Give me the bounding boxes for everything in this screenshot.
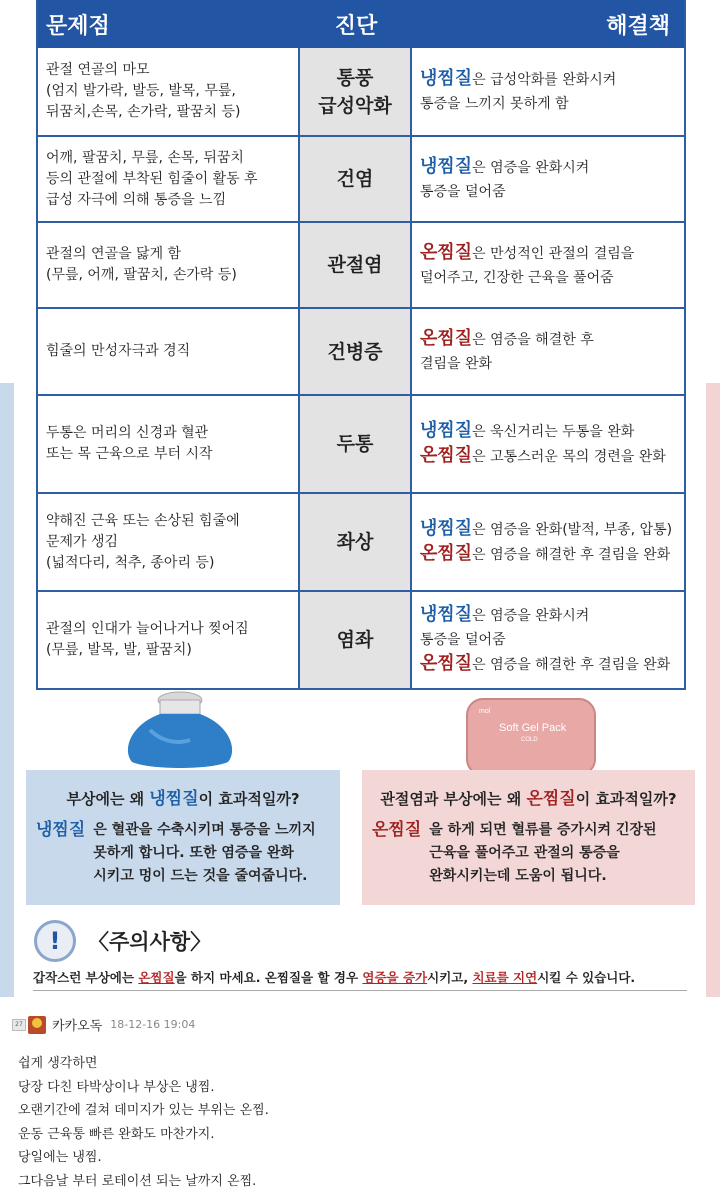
caution-segment: 시키고, <box>427 970 473 985</box>
diagnosis-table <box>36 0 686 690</box>
diagnosis-label: 좌상 <box>336 531 374 553</box>
solution-text: 은 염증을 해결한 후 결림을 완화 <box>472 547 671 563</box>
problem-line: 급성 자극에 의해 통증을 느낌 <box>46 191 227 208</box>
comment-body <box>18 1052 269 1193</box>
solution-line <box>420 444 676 469</box>
hot-title-pre: 관절염과 부상에는 왜 <box>380 790 527 808</box>
solution-text: 덜어주고, 긴장한 근육을 풀어줌 <box>420 269 614 286</box>
comment-line: 오랜기간에 걸쳐 데미지가 있는 부위는 온찜. <box>18 1103 269 1118</box>
problem-line: 등의 관절에 부착된 힘줄이 활동 후 <box>46 170 258 187</box>
comment-line: 쉽게 생각하면 <box>18 1056 98 1071</box>
hot-compress-keyword: 온찜질 <box>420 543 473 564</box>
problem-line: 관절의 연골을 닳게 함 <box>46 246 182 262</box>
cold-box-line: 시키고 멍이 드는 것을 줄여줍니다. <box>93 868 308 884</box>
problem-line: 관절 연골의 마모 <box>46 62 150 78</box>
solution-line <box>420 67 676 92</box>
problem-line: (무릎, 발목, 발, 팔꿈치) <box>46 642 192 658</box>
diagnosis-cell <box>300 396 412 492</box>
caution-header <box>34 920 211 962</box>
caution-emphasis: 치료를 지연 <box>472 970 538 985</box>
cold-box-keyword: 냉찜질 <box>36 820 86 840</box>
solution-line <box>420 180 676 204</box>
solution-text: 은 고통스러운 목의 경련을 완화 <box>472 449 666 465</box>
hot-box-line: 완화시키는데 도움이 됩니다. <box>429 868 607 884</box>
hot-compress-box <box>362 770 695 905</box>
diagnosis-cell <box>300 223 412 307</box>
solution-text: 통증을 느끼지 못하게 함 <box>420 96 569 112</box>
comment-line: 그다음날 부터 로테이션 되는 날까지 온찜. <box>18 1173 257 1189</box>
solution-line <box>420 352 676 376</box>
caution-segment: 갑작스런 부상에는 <box>33 970 139 985</box>
gel-pack-brand: mol <box>479 708 491 715</box>
comment-timestamp: 18-12-16 19:04 <box>110 1018 196 1031</box>
solution-text: 은 욱신거리는 두통을 완화 <box>472 424 635 440</box>
solution-line <box>420 327 676 352</box>
solution-text: 은 염증을 해결한 후 결림을 완화 <box>472 657 671 673</box>
diagnosis-label: 건염 <box>336 168 374 190</box>
diagnosis-label: 두통 <box>336 433 374 455</box>
right-pink-margin <box>706 383 720 997</box>
cold-compress-keyword: 냉찜질 <box>420 155 473 177</box>
problem-line: 힘줄의 만성자극과 경직 <box>46 343 191 359</box>
problem-cell <box>38 223 300 307</box>
problem-line: 또는 목 근육으로 부터 시작 <box>46 446 213 462</box>
hot-title-keyword: 온찜질 <box>526 789 576 809</box>
solution-line <box>420 266 676 290</box>
divider <box>33 990 687 991</box>
diagnosis-cell <box>300 48 412 135</box>
header-diagnosis: 진단 <box>334 13 378 39</box>
cold-compress-box <box>26 770 340 905</box>
problem-line: 두통은 머리의 신경과 혈관 <box>46 425 209 441</box>
problem-cell <box>38 137 300 221</box>
solution-text: 결림을 완화 <box>420 356 493 372</box>
diagnosis-cell <box>300 309 412 394</box>
problem-line: (엄지 발가락, 발등, 발목, 무릎, <box>46 83 236 99</box>
cold-box-line: 못하게 합니다. 또한 염증을 완화 <box>93 845 294 861</box>
solution-line <box>420 517 676 542</box>
table-row <box>38 394 684 492</box>
cold-box-line: 은 혈관을 수축시키며 통증을 느끼지 <box>93 822 316 838</box>
caution-text <box>33 968 635 986</box>
solution-cell <box>412 494 684 590</box>
ice-bag-illustration <box>120 690 240 772</box>
problem-cell <box>38 48 300 135</box>
avatar[interactable] <box>28 1016 46 1034</box>
hot-title-post: 이 효과적일까? <box>575 790 677 808</box>
table-row <box>38 221 684 307</box>
gel-pack-label: Soft Gel Pack <box>499 722 567 734</box>
cold-box-title <box>36 784 330 809</box>
left-blue-margin <box>0 383 14 997</box>
cold-box-text <box>93 819 315 888</box>
table-row <box>38 590 684 688</box>
exclamation-icon: ! <box>34 920 76 962</box>
caution-segment: 을 하지 마세요. 온찜질을 할 경우 <box>174 970 363 985</box>
solution-text: 은 염증을 완화시켜 <box>472 159 590 176</box>
caution-emphasis: 염증을 증가 <box>362 970 428 985</box>
solution-text: 은 급성악화를 완화시켜 <box>472 72 617 88</box>
solution-text: 통증을 덜어줌 <box>420 632 506 648</box>
hot-box-body <box>372 819 685 888</box>
hot-box-line: 을 하게 되면 혈류를 증가시켜 긴장된 <box>429 822 657 838</box>
diagnosis-label: 통풍 <box>336 66 374 89</box>
solution-cell <box>412 309 684 394</box>
diagnosis-label: 급성악화 <box>318 94 392 117</box>
cold-compress-keyword: 냉찜질 <box>420 518 473 539</box>
hot-compress-keyword: 온찜질 <box>420 653 473 674</box>
problem-line: (무릎, 어깨, 팔꿈치, 손가락 등) <box>46 267 237 283</box>
diagnosis-label: 관절염 <box>327 254 383 276</box>
hot-box-line: 근육을 풀어주고 관절의 통증을 <box>429 845 620 861</box>
level-badge: 27 <box>12 1019 26 1031</box>
caution-emphasis: 온찜질 <box>138 970 175 985</box>
solution-cell <box>412 396 684 492</box>
solution-text: 통증을 덜어줌 <box>420 183 506 200</box>
header-problem: 문제점 <box>46 13 110 39</box>
solution-cell <box>412 592 684 688</box>
comment-line: 당장 다친 타박상이나 부상은 냉찜. <box>18 1079 215 1095</box>
comment-author[interactable]: 카카오독 <box>52 1019 103 1034</box>
cold-compress-keyword: 냉찜질 <box>420 68 473 89</box>
solution-line <box>420 419 676 444</box>
table-row <box>38 307 684 394</box>
problem-cell <box>38 309 300 394</box>
hot-box-keyword: 온찜질 <box>372 820 422 840</box>
cold-box-body <box>36 819 330 888</box>
hot-box-title <box>372 784 685 809</box>
problem-line: 뒤꿈치,손목, 손가락, 팔꿈치 등) <box>46 104 241 120</box>
solution-line <box>420 603 676 628</box>
cold-title-keyword: 냉찜질 <box>149 789 199 809</box>
solution-text: 은 염증을 완화시켜 <box>472 608 590 624</box>
diagnosis-label: 건병증 <box>327 340 383 363</box>
table-header <box>38 0 684 48</box>
header-solution: 해결책 <box>606 13 670 39</box>
solution-line <box>420 92 676 116</box>
hot-compress-keyword: 온찜질 <box>420 445 473 466</box>
solution-line <box>420 241 676 266</box>
solution-text: 은 만성적인 관절의 결림을 <box>472 245 635 262</box>
diagnosis-cell <box>300 137 412 221</box>
problem-line: 관절의 인대가 늘어나거나 찢어짐 <box>46 621 249 637</box>
caution-segment: 시킬 수 있습니다. <box>537 970 636 985</box>
solution-line <box>420 628 676 652</box>
table-body <box>38 48 684 688</box>
cold-title-post: 이 효과적일까? <box>198 790 300 808</box>
diagnosis-cell <box>300 494 412 590</box>
problem-cell <box>38 396 300 492</box>
comment-header <box>12 1015 195 1034</box>
table-row <box>38 135 684 221</box>
table-row <box>38 48 684 135</box>
gel-pack-illustration <box>465 697 597 777</box>
diagnosis-label: 염좌 <box>336 629 374 651</box>
caution-title: 〈주의사항〉 <box>88 930 212 954</box>
problem-line: 약해진 근육 또는 손상된 힘줄에 <box>46 512 240 529</box>
problem-line: (넓적다리, 척추, 종아리 등) <box>46 554 215 571</box>
problem-line: 어깨, 팔꿈치, 무릎, 손목, 뒤꿈치 <box>46 149 244 166</box>
problem-line: 문제가 생김 <box>46 533 119 550</box>
comment-section <box>0 997 720 1194</box>
solution-line <box>420 652 676 677</box>
hot-box-text <box>429 819 656 888</box>
diagnosis-cell <box>300 592 412 688</box>
solution-text: 은 염증을 해결한 후 <box>472 332 594 348</box>
problem-cell <box>38 494 300 590</box>
table-row <box>38 492 684 590</box>
solution-cell <box>412 137 684 221</box>
cold-compress-keyword: 냉찜질 <box>420 420 473 441</box>
solution-line <box>420 155 676 180</box>
solution-text: 은 염증을 완화(발적, 부종, 압통) <box>472 522 673 538</box>
solution-cell <box>412 48 684 135</box>
comment-line: 당일에는 냉찜. <box>18 1150 102 1165</box>
gel-pack-sub: COLD <box>521 737 538 743</box>
problem-cell <box>38 592 300 688</box>
hot-compress-keyword: 온찜질 <box>420 328 473 349</box>
comment-line: 운동 근육통 빠른 완화도 마찬가지. <box>18 1126 215 1142</box>
hot-compress-keyword: 온찜질 <box>420 241 473 263</box>
cold-title-pre: 부상에는 왜 <box>66 790 150 808</box>
solution-cell <box>412 223 684 307</box>
solution-line <box>420 542 676 567</box>
cold-compress-keyword: 냉찜질 <box>420 604 473 625</box>
